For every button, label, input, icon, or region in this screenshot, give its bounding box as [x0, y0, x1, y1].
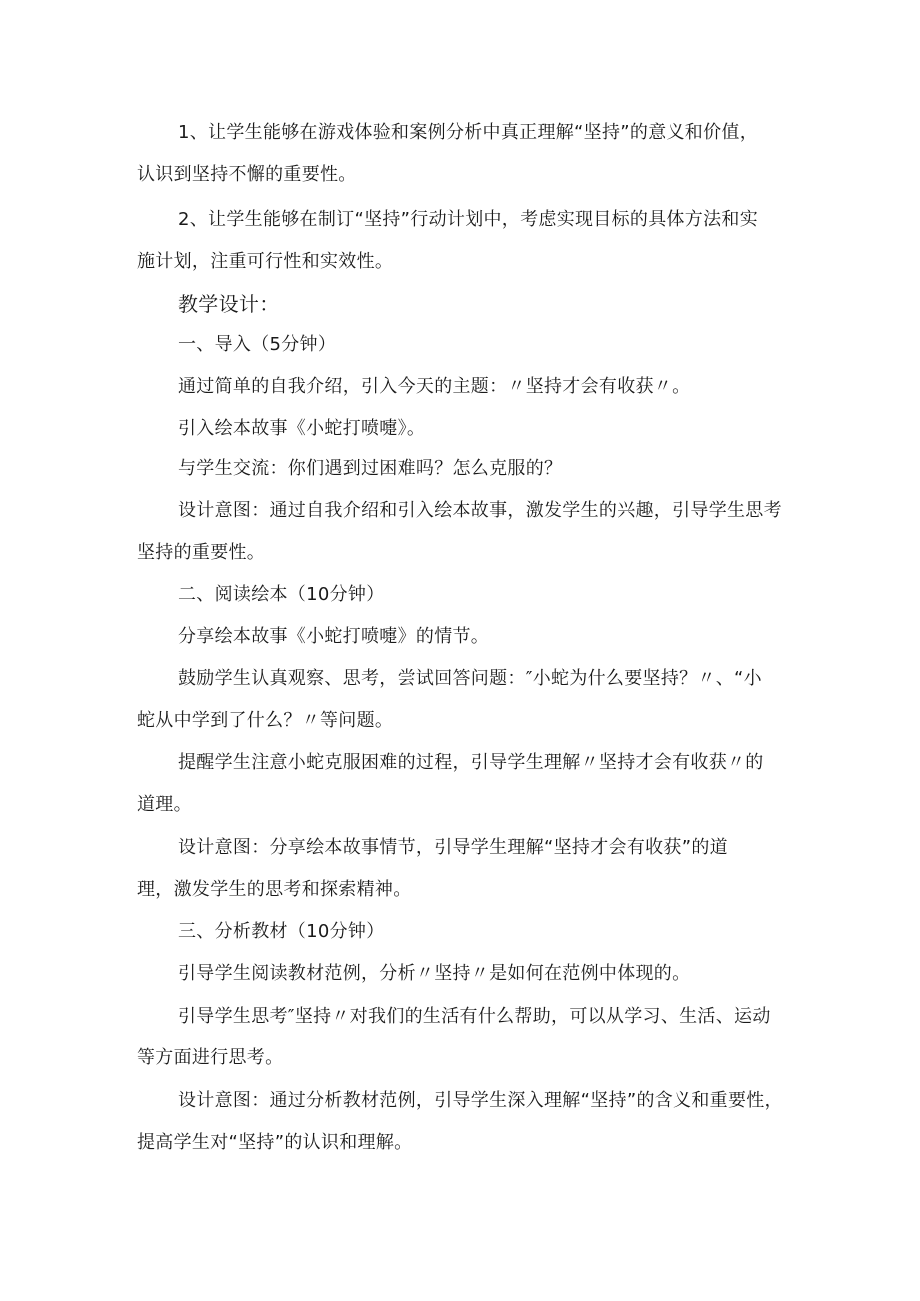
objective-1-line-1: 1、让学生能够在游戏体验和案例分析中真正理解“坚持”的意义和价值，: [178, 122, 758, 143]
section-3-paragraph-2-line-1: 引导学生思考″坚持〃对我们的生活有什么帮助，可以从学习、生活、运动: [178, 1006, 771, 1027]
section-1-intent-line-2: 坚持的重要性。: [137, 542, 266, 563]
section-3-paragraph-1: 引导学生阅读教材范例，分析〃坚持〃是如何在范例中体现的。: [178, 963, 691, 984]
design-heading: 教学设计：: [178, 292, 280, 316]
section-2-intent-line-2: 理，激发学生的思考和探索精神。: [137, 879, 412, 900]
section-2-paragraph-3-line-2: 道理。: [137, 794, 192, 815]
section-2-intent-line-1: 设计意图：分享绘本故事情节，引导学生理解“坚持才会有收获”的道: [178, 837, 728, 858]
objective-2-line-1: 2、让学生能够在制订“坚持”行动计划中，考虑实现目标的具体方法和实: [178, 209, 758, 230]
section-2-paragraph-2-line-2: 蛇从中学到了什么？〃等问题。: [137, 710, 394, 731]
section-1-paragraph-3: 与学生交流：你们遇到过困难吗？怎么克服的？: [178, 458, 563, 479]
section-1-title: 一、导入（5分钟）: [178, 334, 337, 355]
section-3-paragraph-2-line-2: 等方面进行思考。: [137, 1047, 284, 1068]
section-2-title: 二、阅读绘本（10分钟）: [178, 584, 385, 605]
section-3-intent-line-2: 提高学生对“坚持”的认识和理解。: [137, 1132, 413, 1153]
section-1-paragraph-1: 通过简单的自我介绍，引入今天的主题：〃坚持才会有收获〃。: [178, 376, 691, 397]
section-2-paragraph-1: 分享绘本故事《小蛇打喷嚏》的情节。: [178, 626, 490, 647]
section-1-intent-line-1: 设计意图：通过自我介绍和引入绘本故事，激发学生的兴趣，引导学生思考: [178, 500, 782, 521]
objective-2-line-2: 施计划，注重可行性和实效性。: [137, 251, 394, 272]
section-1-paragraph-2: 引入绘本故事《小蛇打喷嚏》。: [178, 418, 426, 439]
section-2-paragraph-3-line-1: 提醒学生注意小蛇克服困难的过程，引导学生理解〃坚持才会有收获〃的: [178, 752, 764, 773]
section-2-paragraph-2-line-1: 鼓励学生认真观察、思考，尝试回答问题：″小蛇为什么要坚持？〃、“小: [178, 668, 762, 689]
objective-1-line-2: 认识到坚持不懈的重要性。: [137, 164, 357, 185]
section-3-title: 三、分析教材（10分钟）: [178, 921, 385, 942]
section-3-intent-line-1: 设计意图：通过分析教材范例，引导学生深入理解“坚持”的含义和重要性，: [178, 1090, 783, 1111]
